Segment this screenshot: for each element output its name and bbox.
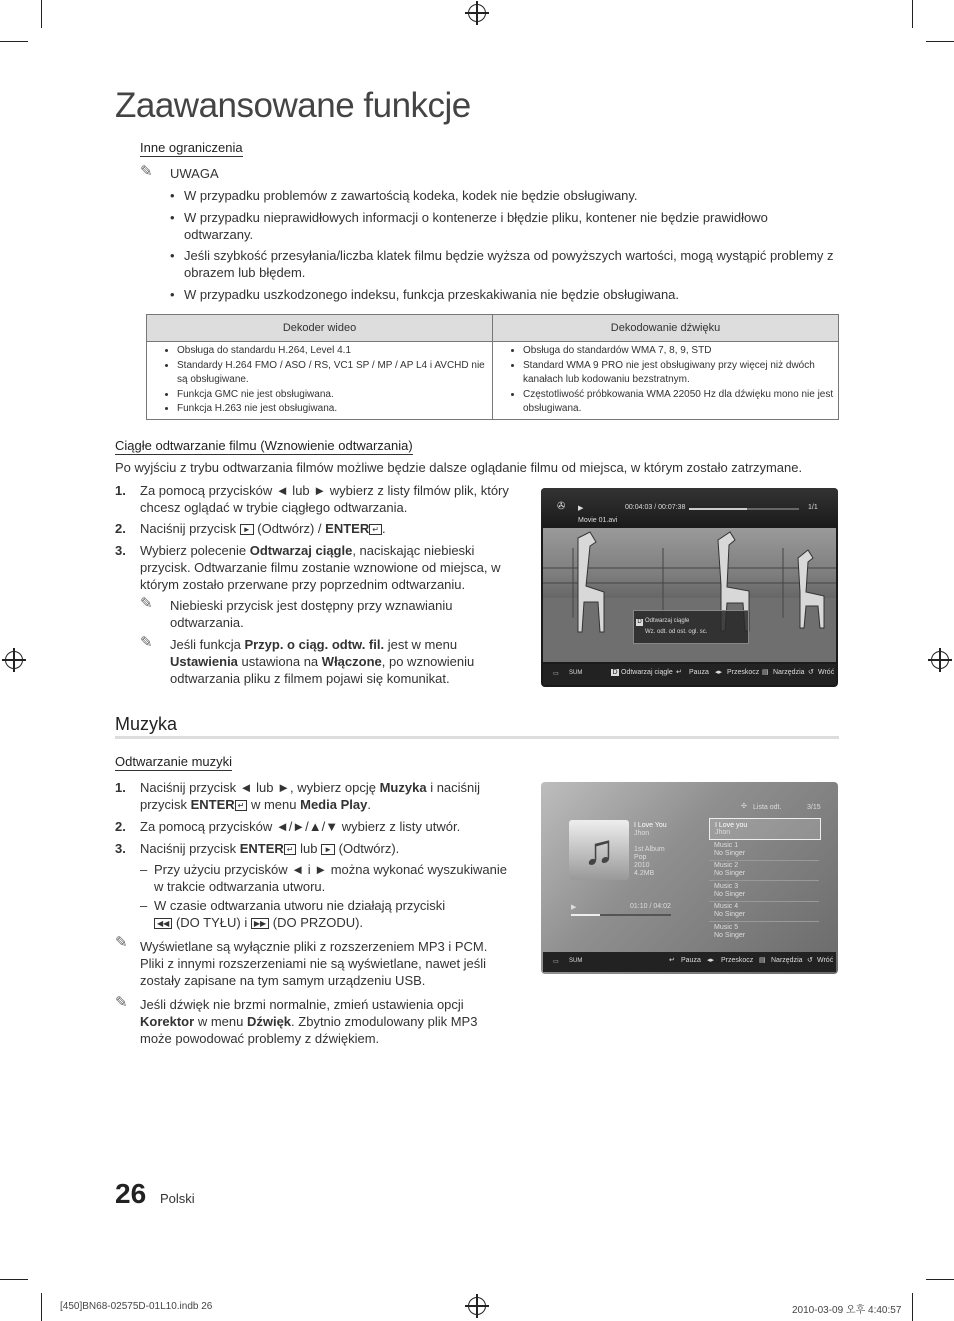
note-icon: ✎ xyxy=(115,934,128,951)
play-key-icon: ► xyxy=(240,524,254,535)
list-item[interactable]: Music 3 No Singer xyxy=(709,881,819,902)
section-divider xyxy=(115,736,839,739)
step-number: 1. xyxy=(115,483,126,498)
registration-mark-icon xyxy=(931,651,949,669)
video-progress-track xyxy=(689,508,799,510)
return-icon: ↺ xyxy=(807,957,813,964)
codec-audio-item: • Standard WMA 9 PRO nie jest obsługiwany przy więcej niż dwóch kanałach lub kodowaniu bezstratnym. xyxy=(523,359,834,388)
crop-mark xyxy=(926,1279,954,1280)
bar-resume[interactable]: Odtwarzaj ciągle xyxy=(621,669,673,676)
list-item[interactable]: Music 4 No Singer xyxy=(709,901,819,922)
playlist-counter: 3/15 xyxy=(807,804,821,811)
left-right-icon: ◂▸ xyxy=(707,957,715,964)
usb-icon: ▭ xyxy=(553,671,559,677)
registration-mark-icon xyxy=(468,4,486,22)
music-dash-1: Przy użyciu przycisków ◄ i ► można wykonać wyszukiwanie w trakcie odtwarzania utworu. xyxy=(154,862,507,894)
music-note-icon: ♫ xyxy=(583,826,615,873)
step-number: 1. xyxy=(115,780,126,795)
date-info: 2010-03-09 오후 4:40:57 xyxy=(792,1305,902,1316)
bar-pause[interactable]: Pauza xyxy=(689,669,709,676)
dash-icon: – xyxy=(140,898,148,913)
crop-mark xyxy=(912,0,913,28)
resume-step-1: Za pomocą przycisków ◄ lub ► wybierz z listy filmów plik, który chcesz oglądać w trybie ciągłego odtwarzania. xyxy=(140,483,509,515)
resume-note-2: Jeśli funkcja Przyp. o ciąg. odtw. fil. jest w menu Ustawienia ustawiona na Włączone, po wznowieniu odtwarzania pliku z filmem pojawi się komunikat. xyxy=(170,637,475,686)
bar-tools[interactable]: Narzędzia xyxy=(773,669,805,676)
forward-key-icon: ▶▶ xyxy=(251,918,269,929)
step-number: 2. xyxy=(115,521,126,536)
limits-bullet-2: W przypadku nieprawidłowych informacji o kontenerze i błędzie pliku, kontener nie będzie prawidłowo odtwarzany. xyxy=(184,210,768,242)
music-step-2: Za pomocą przycisków ◄/►/▲/▼ wybierz z listy utwór. xyxy=(140,819,461,834)
bullet-icon: • xyxy=(170,248,175,263)
note-label: UWAGA xyxy=(170,166,219,181)
bullet-icon: • xyxy=(170,210,175,225)
step-number: 3. xyxy=(115,841,126,856)
resume-step-2: Naciśnij przycisk ► (Odtwórz) / ENTER ↵ . xyxy=(140,521,386,536)
music-note-1: Wyświetlane są wyłącznie pliki z rozszerzeniem MP3 i PCM. Pliki z innymi rozszerzeniami nie są wyświetlane, nawet jeśli zostały zapisane na tym samym urządzeniu USB. xyxy=(140,939,488,988)
enter-key-icon: ↵ xyxy=(284,844,297,855)
codec-video-item: • Funkcja H.263 nie jest obsługiwana. xyxy=(177,402,488,417)
limits-heading: Inne ograniczenia xyxy=(140,140,243,155)
bar-skip[interactable]: Przeskocz xyxy=(727,669,760,676)
blue-d-icon: D xyxy=(637,619,642,625)
video-time: 00:04:03 / 00:07:38 xyxy=(625,504,686,511)
bar-tools[interactable]: Narzędzia xyxy=(771,957,803,964)
return-icon: ↺ xyxy=(808,669,814,676)
enter-icon: ↵ xyxy=(676,669,682,676)
enter-key-icon: ↵ xyxy=(369,524,382,535)
track-artist: Jhon xyxy=(634,830,650,837)
music-dash-2: W czasie odtwarzania utworu nie działają przyciski ◀◀ (DO TYŁU) i ▶▶ (DO PRZODU). xyxy=(154,898,446,930)
list-item[interactable]: Music 2 No Singer xyxy=(709,860,819,881)
popup-title: Odtwarzaj ciągle xyxy=(645,618,690,624)
music-note-2: Jeśli dźwięk nie brzmi normalnie, zmień ustawienia opcji Korektor w menu Dźwięk. Zbytnio zmodulowany plik MP3 może powodować problemy z dźwiękiem. xyxy=(140,997,478,1046)
codec-video-item: • Standardy H.264 FMO / ASO / RS, VC1 SP / MP / AP L4 i AVCHD nie są obsługiwane. xyxy=(177,359,488,388)
list-item-selected[interactable]: I Love you Jhon xyxy=(709,818,821,840)
registration-mark-icon xyxy=(5,651,23,669)
music-progress-fill xyxy=(571,914,600,916)
codec-audio-item: • Obsługa do standardów WMA 7, 8, 9, STD xyxy=(523,344,834,359)
bar-skip[interactable]: Przeskocz xyxy=(721,957,754,964)
language-label: Polski xyxy=(160,1191,195,1206)
list-item[interactable]: Music 1 No Singer xyxy=(709,840,819,861)
resume-note-1: Niebieski przycisk jest dostępny przy wznawianiu odtwarzania. xyxy=(170,598,453,630)
codec-video-item: • Funkcja GMC nie jest obsługiwana. xyxy=(177,388,488,403)
codec-audio-item: • Częstotliwość próbkowania WMA 22050 Hz dla dźwięku mono nie jest obsługiwana. xyxy=(523,388,834,417)
codec-table xyxy=(146,314,839,420)
music-section-title: Muzyka xyxy=(115,714,178,734)
codec-video-item: • Obsługa do standardu H.264, Level 4.1 xyxy=(177,344,488,359)
limits-bullet-4: W przypadku uszkodzonego indeksu, funkcja przeskakiwania nie będzie obsługiwana. xyxy=(184,287,680,302)
crop-mark xyxy=(926,41,954,42)
enter-key-icon: ↵ xyxy=(235,800,248,811)
play-key-icon: ► xyxy=(321,844,335,855)
step-number: 2. xyxy=(115,819,126,834)
bar-pause[interactable]: Pauza xyxy=(681,957,701,964)
page-title: Zaawansowane funkcje xyxy=(115,86,471,125)
usb-icon: ▭ xyxy=(553,959,559,965)
file-info: [450]BN68-02575D-01L10.indb 26 xyxy=(60,1301,213,1312)
bullet-icon: • xyxy=(170,188,175,203)
track-size: 4.2MB xyxy=(634,870,655,877)
video-bottom-bar xyxy=(543,664,836,685)
music-player-screenshot xyxy=(541,782,838,974)
codec-header-audio: Dekodowanie dźwięku xyxy=(493,315,839,342)
bar-return[interactable]: Wróć xyxy=(818,669,835,676)
music-step-3: Naciśnij przycisk ENTER ↵ lub ► (Odtwórz). xyxy=(140,841,400,856)
note-icon: ✎ xyxy=(140,634,153,651)
bar-return[interactable]: Wróć xyxy=(817,957,834,964)
step-number: 3. xyxy=(115,543,126,558)
registration-mark-icon xyxy=(468,1297,486,1315)
rewind-key-icon: ◀◀ xyxy=(154,918,172,929)
limits-bullet-3: Jeśli szybkość przesyłania/liczba klatek filmu będzie wyższa od powyższych wartości, mogą wystąpić problemy z obrazem lub błędem. xyxy=(184,248,834,280)
page-number: 26 xyxy=(115,1178,147,1209)
crop-mark xyxy=(41,1293,42,1321)
resume-intro: Po wyjściu z trybu odtwarzania filmów możliwe będzie dalsze oglądanie filmu od miejsca, w którym zostało zatrzymane. xyxy=(115,460,803,475)
crop-mark xyxy=(0,1279,28,1280)
crop-mark xyxy=(0,41,28,42)
note-icon: ✎ xyxy=(115,994,128,1011)
limits-bullet-1: W przypadku problemów z zawartością kodeka, kodek nie będzie obsługiwany. xyxy=(184,188,638,203)
music-step-1: Naciśnij przycisk ◄ lub ►, wybierz opcję Muzyka i naciśnij przycisk ENTER ↵ w menu Media Play. xyxy=(140,780,481,812)
video-filename: Movie 01.avi xyxy=(578,517,618,524)
tools-icon: ▤ xyxy=(759,957,766,964)
play-icon: ▶ xyxy=(571,904,577,911)
music-bottom-bar xyxy=(543,952,836,972)
popup-text: Wz. odt. od ost. ogl. sc. xyxy=(645,629,708,635)
resume-popup[interactable] xyxy=(633,610,749,644)
resume-heading: Ciągłe odtwarzanie filmu (Wznowienie odtwarzania) xyxy=(115,438,413,453)
sum-label: SUM xyxy=(569,958,583,964)
album-art xyxy=(569,820,629,880)
codec-audio-cell xyxy=(493,342,839,420)
blue-d-icon: D xyxy=(612,669,618,676)
playlist-label: Lista odt. xyxy=(753,804,782,811)
music-heading: Odtwarzanie muzyki xyxy=(115,754,233,769)
crop-mark xyxy=(41,0,42,28)
codec-header-video: Dekoder wideo xyxy=(147,315,493,342)
playlist-icon: ✣ xyxy=(741,803,747,810)
sum-label: SUM xyxy=(569,670,583,676)
list-item[interactable]: Music 5 No Singer xyxy=(714,924,746,939)
film-icon: ✇ xyxy=(557,501,566,512)
codec-video-cell xyxy=(147,342,493,420)
crop-mark xyxy=(912,1293,913,1321)
video-counter: 1/1 xyxy=(808,504,818,511)
track-genre: Pop xyxy=(634,854,647,861)
left-right-icon: ◂▸ xyxy=(715,669,723,676)
play-icon: ▶ xyxy=(578,505,584,512)
track-title: I Love You xyxy=(634,822,667,829)
tools-icon: ▤ xyxy=(762,669,769,676)
note-icon: ✎ xyxy=(140,595,153,612)
music-time: 01:10 / 04:02 xyxy=(630,903,671,910)
bullet-icon: • xyxy=(170,287,175,302)
video-player-screenshot xyxy=(541,488,838,687)
track-album: 1st Album xyxy=(634,846,665,853)
resume-step-3: Wybierz polecenie Odtwarzaj ciągle, naciskając niebieski przycisk. Odtwarzanie filmu zostanie wznowione od miejsca, w którym zostało przerwane przy poprzednim odtwarzaniu. xyxy=(140,543,501,592)
music-progress-track xyxy=(571,914,671,916)
dash-icon: – xyxy=(140,862,148,877)
note-icon: ✎ xyxy=(140,163,153,180)
enter-icon: ↵ xyxy=(669,957,675,964)
track-year: 2010 xyxy=(634,862,650,869)
video-progress-fill xyxy=(689,508,747,510)
